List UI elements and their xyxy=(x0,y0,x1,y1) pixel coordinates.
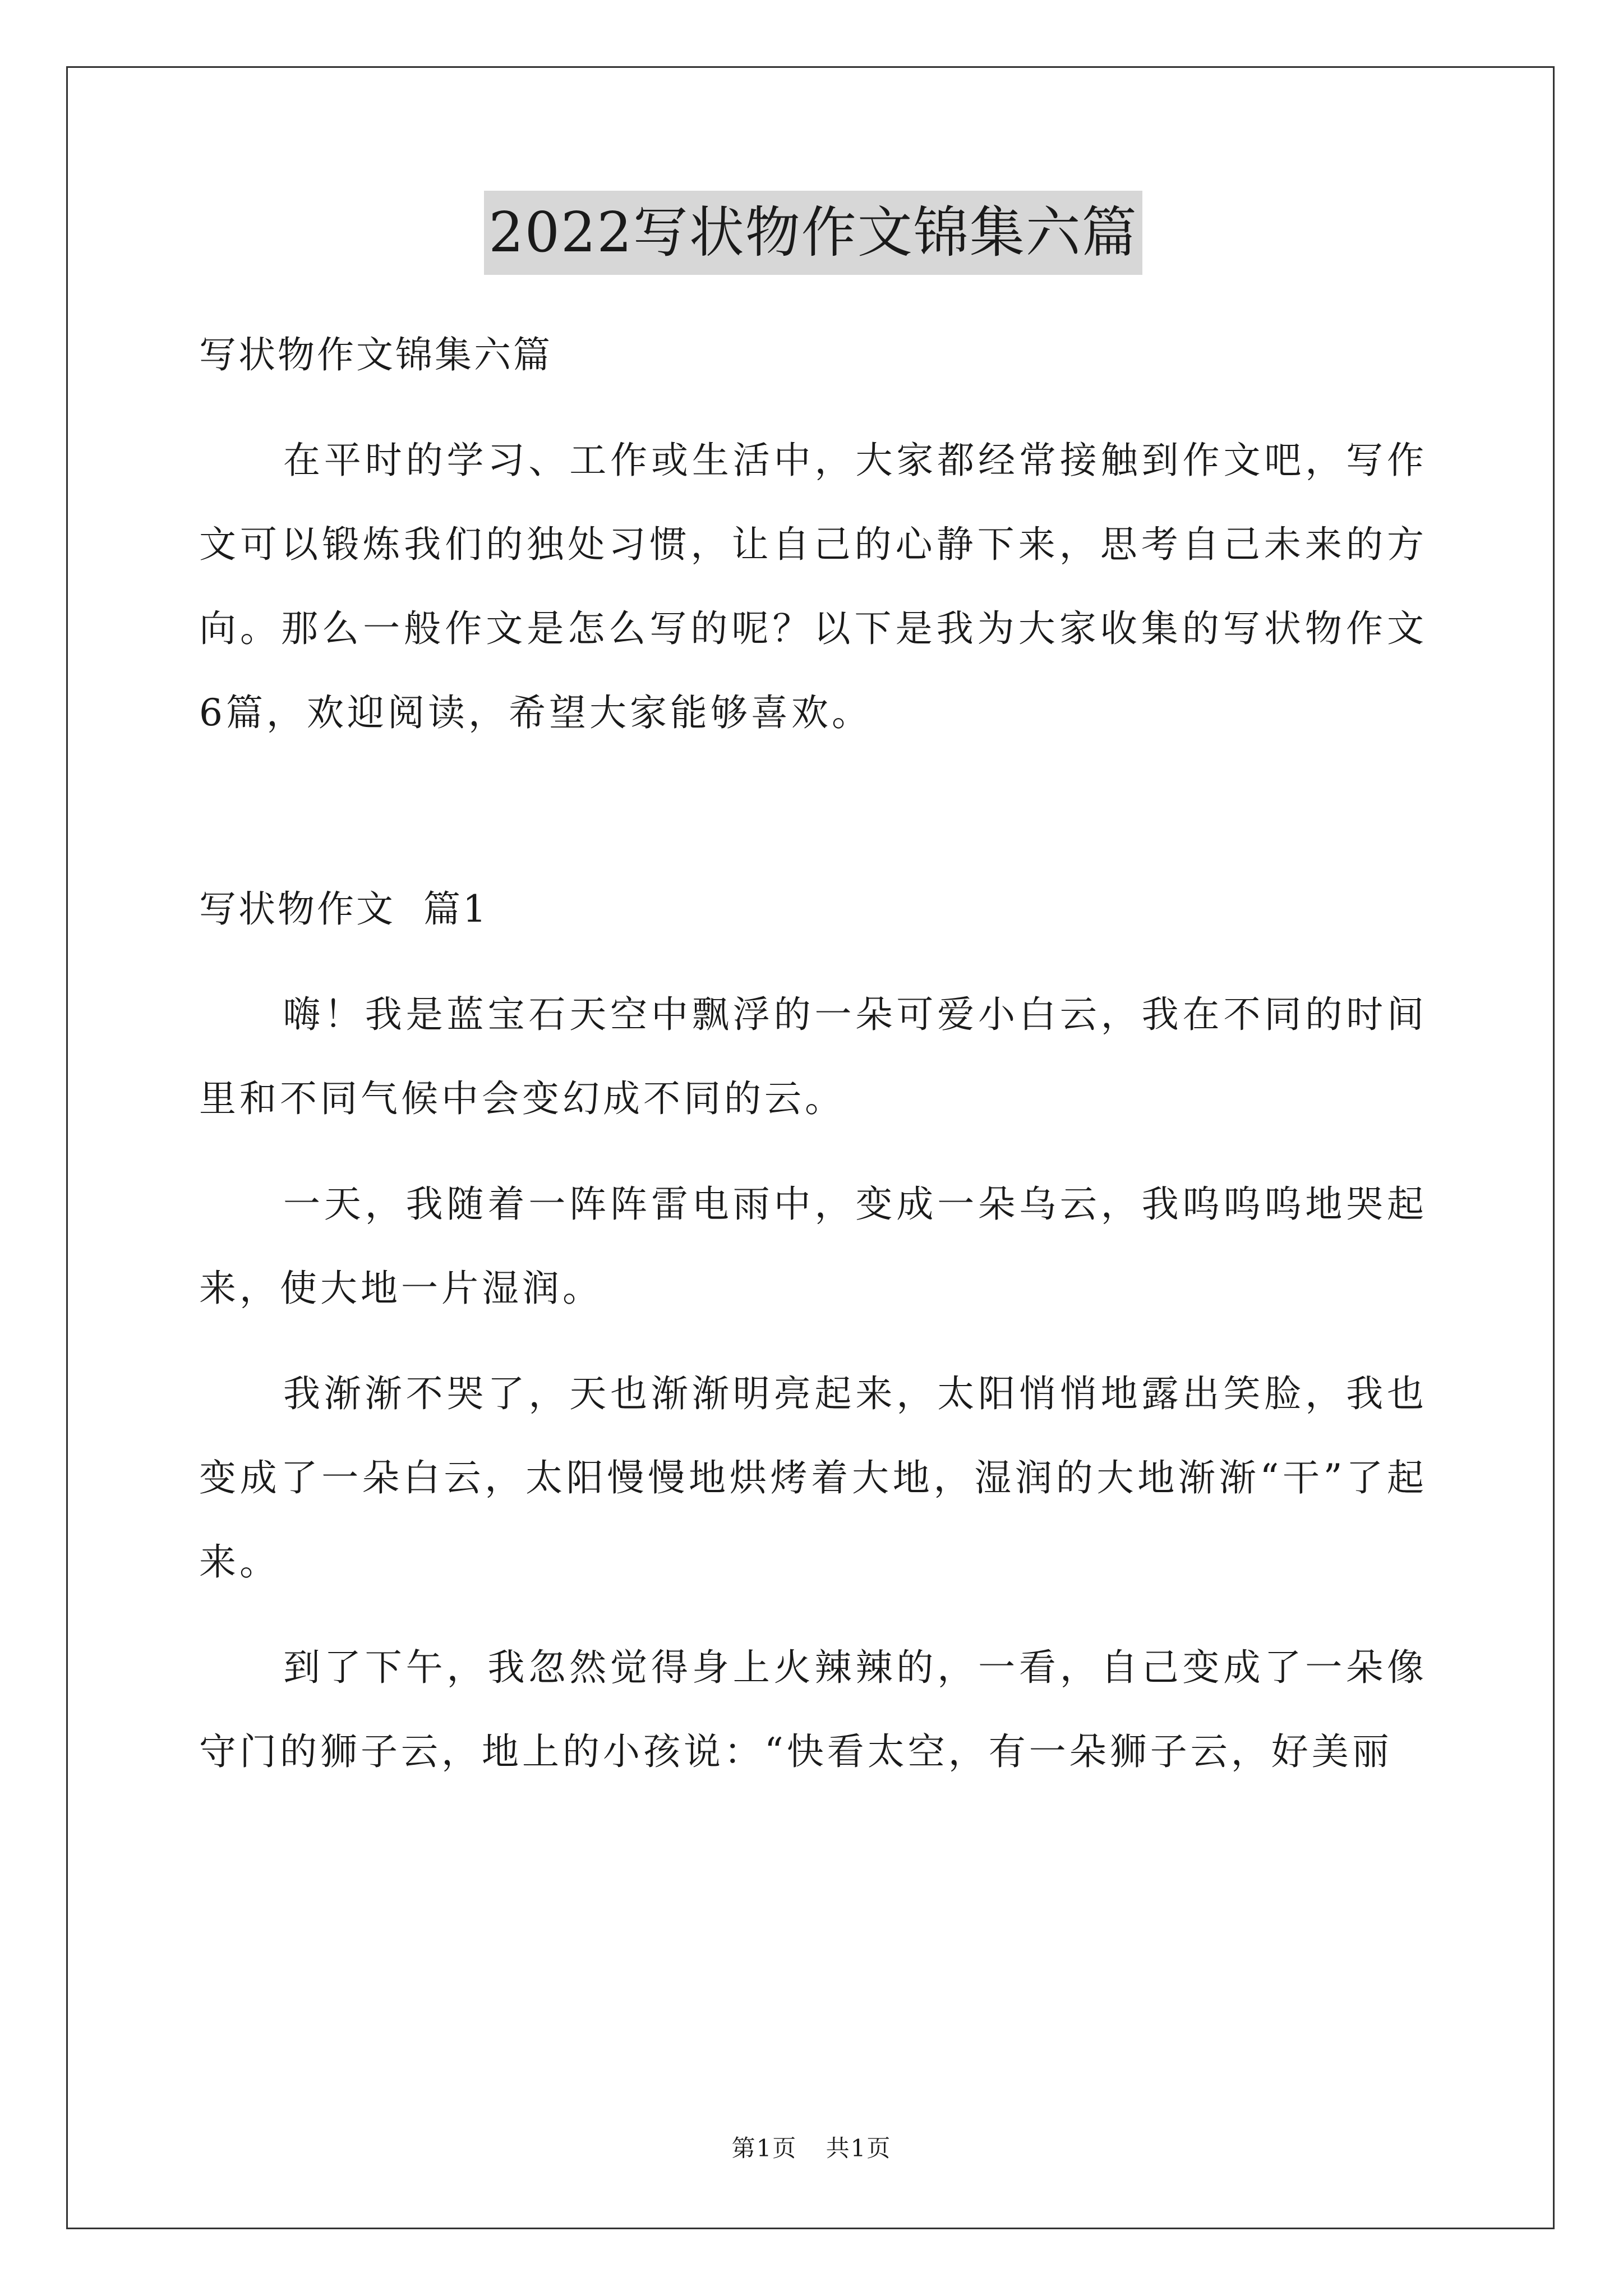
page-number-total: 共1页 xyxy=(826,2134,892,2162)
title-wrap xyxy=(199,191,1427,292)
intro-paragraph: 在平时的学习、工作或生活中，大家都经常接触到作文吧，写作文可以锻炼我们的独处习惯，让自己的心静下来，思考自己未来的方向。那么一般作文是怎么写的呢？以下是我为大家收集的写状物作文6篇，欢迎阅读，希望大家能够喜欢。 xyxy=(199,439,1427,734)
body-paragraph: 我渐渐不哭了，天也渐渐明亮起来，太阳悄悄地露出笑脸，我也变成了一朵白云，太阳慢慢地烘烤着大地，湿润的大地渐渐“干”了起来。 xyxy=(199,1372,1427,1584)
document-title: 2022写状物作文锦集六篇 xyxy=(484,191,1142,275)
document-body xyxy=(199,191,1427,1794)
body-paragraph: 一天，我随着一阵阵雷电雨中，变成一朵乌云，我呜呜呜地哭起来，使大地一片湿润。 xyxy=(199,1182,1427,1310)
body-paragraph: 嗨！我是蓝宝石天空中飘浮的一朵可爱小白云，我在不同的时间里和不同气候中会变幻成不同的云。 xyxy=(199,993,1427,1120)
page-footer xyxy=(0,2132,1623,2165)
section-heading: 写状物作文 篇1 xyxy=(199,887,488,931)
document-subtitle: 写状物作文锦集六篇 xyxy=(199,333,552,376)
page-number-current: 第1页 xyxy=(731,2134,797,2162)
body-paragraph: 到了下午，我忽然觉得身上火辣辣的，一看，自己变成了一朵像守门的狮子云，地上的小孩说：“快看太空，有一朵狮子云，好美丽 xyxy=(199,1646,1427,1773)
